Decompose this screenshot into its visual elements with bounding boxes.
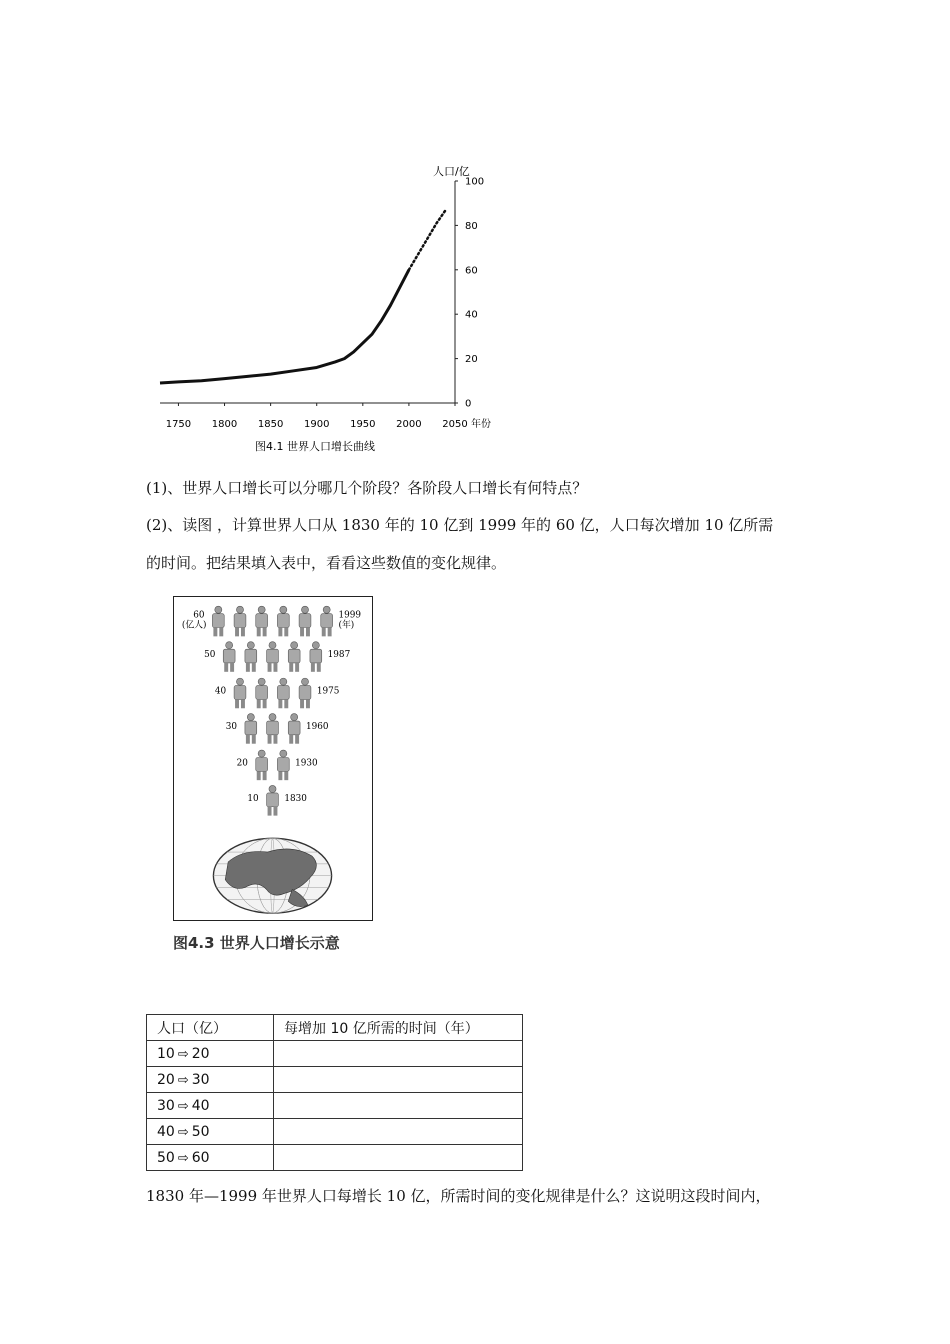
person-leg — [235, 699, 239, 708]
table-row — [147, 1093, 523, 1119]
person-leg — [300, 627, 304, 636]
question-3: 1830 年—1999 年世界人口每增长 10 亿，所需时间的变化规律是什么？这说明这段时间内， — [146, 1187, 771, 1205]
person-leg — [284, 699, 288, 708]
person-leg — [230, 663, 234, 672]
range-from: 20 — [157, 1071, 175, 1088]
person-body — [310, 649, 322, 663]
population-label: 10 — [247, 793, 259, 804]
person-head — [323, 606, 330, 613]
population-row — [204, 642, 350, 672]
person-body — [288, 721, 300, 735]
right-arrow-icon: ⇨ — [177, 1072, 189, 1088]
person-leg — [278, 699, 282, 708]
table-row — [147, 1041, 523, 1067]
person-body — [267, 793, 279, 807]
person-leg — [246, 663, 250, 672]
range-from: 30 — [157, 1097, 175, 1114]
answer-cell[interactable] — [274, 1119, 523, 1145]
person-head — [236, 678, 243, 685]
population-label: 30 — [225, 721, 238, 732]
person-leg — [273, 807, 277, 816]
population-range-cell — [147, 1067, 274, 1093]
answer-cell[interactable] — [274, 1093, 523, 1119]
person-leg — [273, 663, 277, 672]
year-label: 1830 — [284, 793, 307, 804]
person-body — [245, 649, 257, 663]
person-head — [291, 714, 298, 721]
year-label: 1999 — [338, 610, 362, 621]
person-body — [212, 614, 224, 628]
projected-population-line — [409, 210, 446, 270]
y-tick-label: 0 — [465, 398, 472, 410]
range-from: 10 — [157, 1045, 175, 1062]
x-tick-label: 1900 — [303, 419, 330, 430]
person-head — [301, 678, 308, 685]
person-leg — [219, 627, 223, 636]
population-label: 20 — [236, 758, 248, 769]
x-tick-label: 2000 — [396, 419, 422, 430]
person-leg — [284, 627, 288, 636]
question-2-line-2: 的时间。把结果填入表中，看看这些数值的变化规律。 — [146, 554, 507, 572]
answer-table — [146, 1014, 523, 1171]
person-head — [291, 642, 298, 649]
person-head — [301, 606, 308, 613]
person-body — [267, 649, 279, 663]
person-leg — [278, 771, 282, 780]
range-from: 40 — [157, 1123, 175, 1140]
x-tick-label: 1750 — [165, 419, 192, 430]
year-label: 1930 — [295, 758, 318, 769]
right-arrow-icon: ⇨ — [177, 1150, 189, 1166]
population-label: 60 — [193, 610, 205, 621]
range-to: 60 — [191, 1149, 210, 1166]
population-range-cell — [147, 1145, 274, 1171]
illustration-frame — [173, 596, 373, 921]
person-leg — [263, 699, 267, 708]
population-line — [160, 270, 409, 383]
table-header-row — [147, 1015, 523, 1041]
person-head — [236, 606, 243, 613]
question-1: (1)、世界人口增长可以分哪几个阶段？各阶段人口增长有何特点？ — [146, 479, 588, 497]
population-range-cell — [147, 1119, 274, 1145]
person-leg — [263, 627, 267, 636]
person-body — [234, 614, 246, 628]
year-label: 1975 — [316, 686, 340, 697]
person-leg — [278, 627, 282, 636]
person-body — [234, 686, 246, 700]
person-leg — [213, 627, 217, 636]
population-row — [226, 714, 329, 744]
population-row — [237, 750, 318, 780]
person-head — [258, 678, 265, 685]
chart-series — [160, 210, 446, 383]
person-leg — [306, 627, 310, 636]
year-label: 1987 — [327, 650, 351, 661]
person-leg — [322, 627, 326, 636]
person-body — [288, 649, 300, 663]
range-to: 40 — [191, 1097, 210, 1114]
person-body — [321, 614, 333, 628]
table-body — [147, 1041, 523, 1171]
person-head — [258, 606, 265, 613]
person-leg — [252, 663, 256, 672]
person-head — [247, 714, 254, 721]
range-to: 50 — [191, 1123, 210, 1140]
person-body — [256, 758, 268, 772]
person-leg — [295, 663, 299, 672]
y-tick-label: 20 — [465, 354, 478, 366]
person-head — [269, 642, 276, 649]
table-row — [147, 1145, 523, 1171]
y-tick-label: 100 — [465, 176, 485, 188]
person-leg — [257, 699, 261, 708]
person-leg — [235, 627, 239, 636]
year-unit-label: (年) — [338, 620, 355, 631]
person-head — [247, 642, 254, 649]
figure-caption: 图4.1 世界人口增长曲线 — [255, 440, 375, 453]
population-range-cell — [147, 1041, 274, 1067]
x-tick-label: 2050 — [442, 419, 468, 430]
table-row — [147, 1067, 523, 1093]
range-to: 30 — [191, 1071, 210, 1088]
person-head — [312, 642, 319, 649]
person-body — [256, 614, 268, 628]
x-tick-label: 1850 — [257, 419, 284, 430]
person-head — [226, 642, 233, 649]
right-arrow-icon: ⇨ — [177, 1124, 189, 1140]
figure-caption: 图4.3 世界人口增长示意 — [173, 934, 340, 952]
chart-axes — [160, 165, 491, 430]
person-leg — [306, 699, 310, 708]
globe-icon — [213, 838, 331, 913]
person-leg — [284, 771, 288, 780]
y-axis-label: 人口/亿 — [433, 165, 470, 178]
answer-cell[interactable] — [274, 1145, 523, 1171]
person-leg — [311, 663, 315, 672]
person-body — [277, 686, 289, 700]
year-label: 1960 — [305, 721, 329, 732]
person-leg — [263, 771, 267, 780]
person-head — [280, 606, 287, 613]
column-header-population: 人口（亿） — [147, 1015, 274, 1041]
person-leg — [328, 627, 332, 636]
person-leg — [257, 771, 261, 780]
population-label: 40 — [214, 686, 227, 697]
right-arrow-icon: ⇨ — [177, 1098, 189, 1114]
person-head — [269, 785, 276, 792]
population-row — [182, 606, 362, 636]
person-leg — [300, 699, 304, 708]
person-leg — [289, 735, 293, 744]
population-range-cell — [147, 1093, 274, 1119]
y-tick-label: 40 — [465, 309, 478, 321]
population-illustration — [140, 592, 390, 962]
table-row — [147, 1119, 523, 1145]
answer-cell[interactable] — [274, 1067, 523, 1093]
y-tick-label: 60 — [465, 265, 478, 277]
range-from: 50 — [157, 1149, 175, 1166]
person-body — [267, 721, 279, 735]
person-leg — [317, 663, 321, 672]
person-leg — [252, 735, 256, 744]
person-body — [256, 686, 268, 700]
person-leg — [268, 663, 272, 672]
population-row — [247, 785, 307, 815]
illustration-drawing — [174, 597, 371, 919]
x-axis-label: 年份 — [471, 419, 491, 430]
column-header-years: 每增加 10 亿所需的时间（年） — [274, 1015, 523, 1041]
population-row — [215, 678, 339, 708]
x-tick-label: 1800 — [211, 419, 238, 430]
person-body — [299, 614, 311, 628]
person-leg — [246, 735, 250, 744]
population-unit-label: (亿人) — [181, 620, 207, 631]
person-body — [277, 758, 289, 772]
answer-cell[interactable] — [274, 1041, 523, 1067]
person-head — [215, 606, 222, 613]
person-leg — [289, 663, 293, 672]
person-leg — [273, 735, 277, 744]
person-leg — [241, 627, 245, 636]
person-head — [258, 750, 265, 757]
person-head — [280, 750, 287, 757]
person-body — [277, 614, 289, 628]
population-growth-chart — [140, 160, 520, 460]
range-to: 20 — [191, 1045, 210, 1062]
right-arrow-icon: ⇨ — [177, 1046, 189, 1062]
person-body — [245, 721, 257, 735]
x-tick-label: 1950 — [350, 419, 376, 430]
person-leg — [268, 807, 272, 816]
person-body — [299, 686, 311, 700]
y-tick-label: 80 — [465, 220, 478, 232]
person-leg — [224, 663, 228, 672]
person-leg — [241, 699, 245, 708]
person-body — [223, 649, 235, 663]
person-head — [280, 678, 287, 685]
person-leg — [268, 735, 272, 744]
population-label: 50 — [204, 650, 216, 661]
question-2-line-1: (2)、读图 ，计算世界人口从 1830 年的 10 亿到 1999 年的 60 亿，人口每次增加 10 亿所需 — [146, 516, 774, 534]
person-leg — [295, 735, 299, 744]
person-leg — [257, 627, 261, 636]
person-head — [269, 714, 276, 721]
